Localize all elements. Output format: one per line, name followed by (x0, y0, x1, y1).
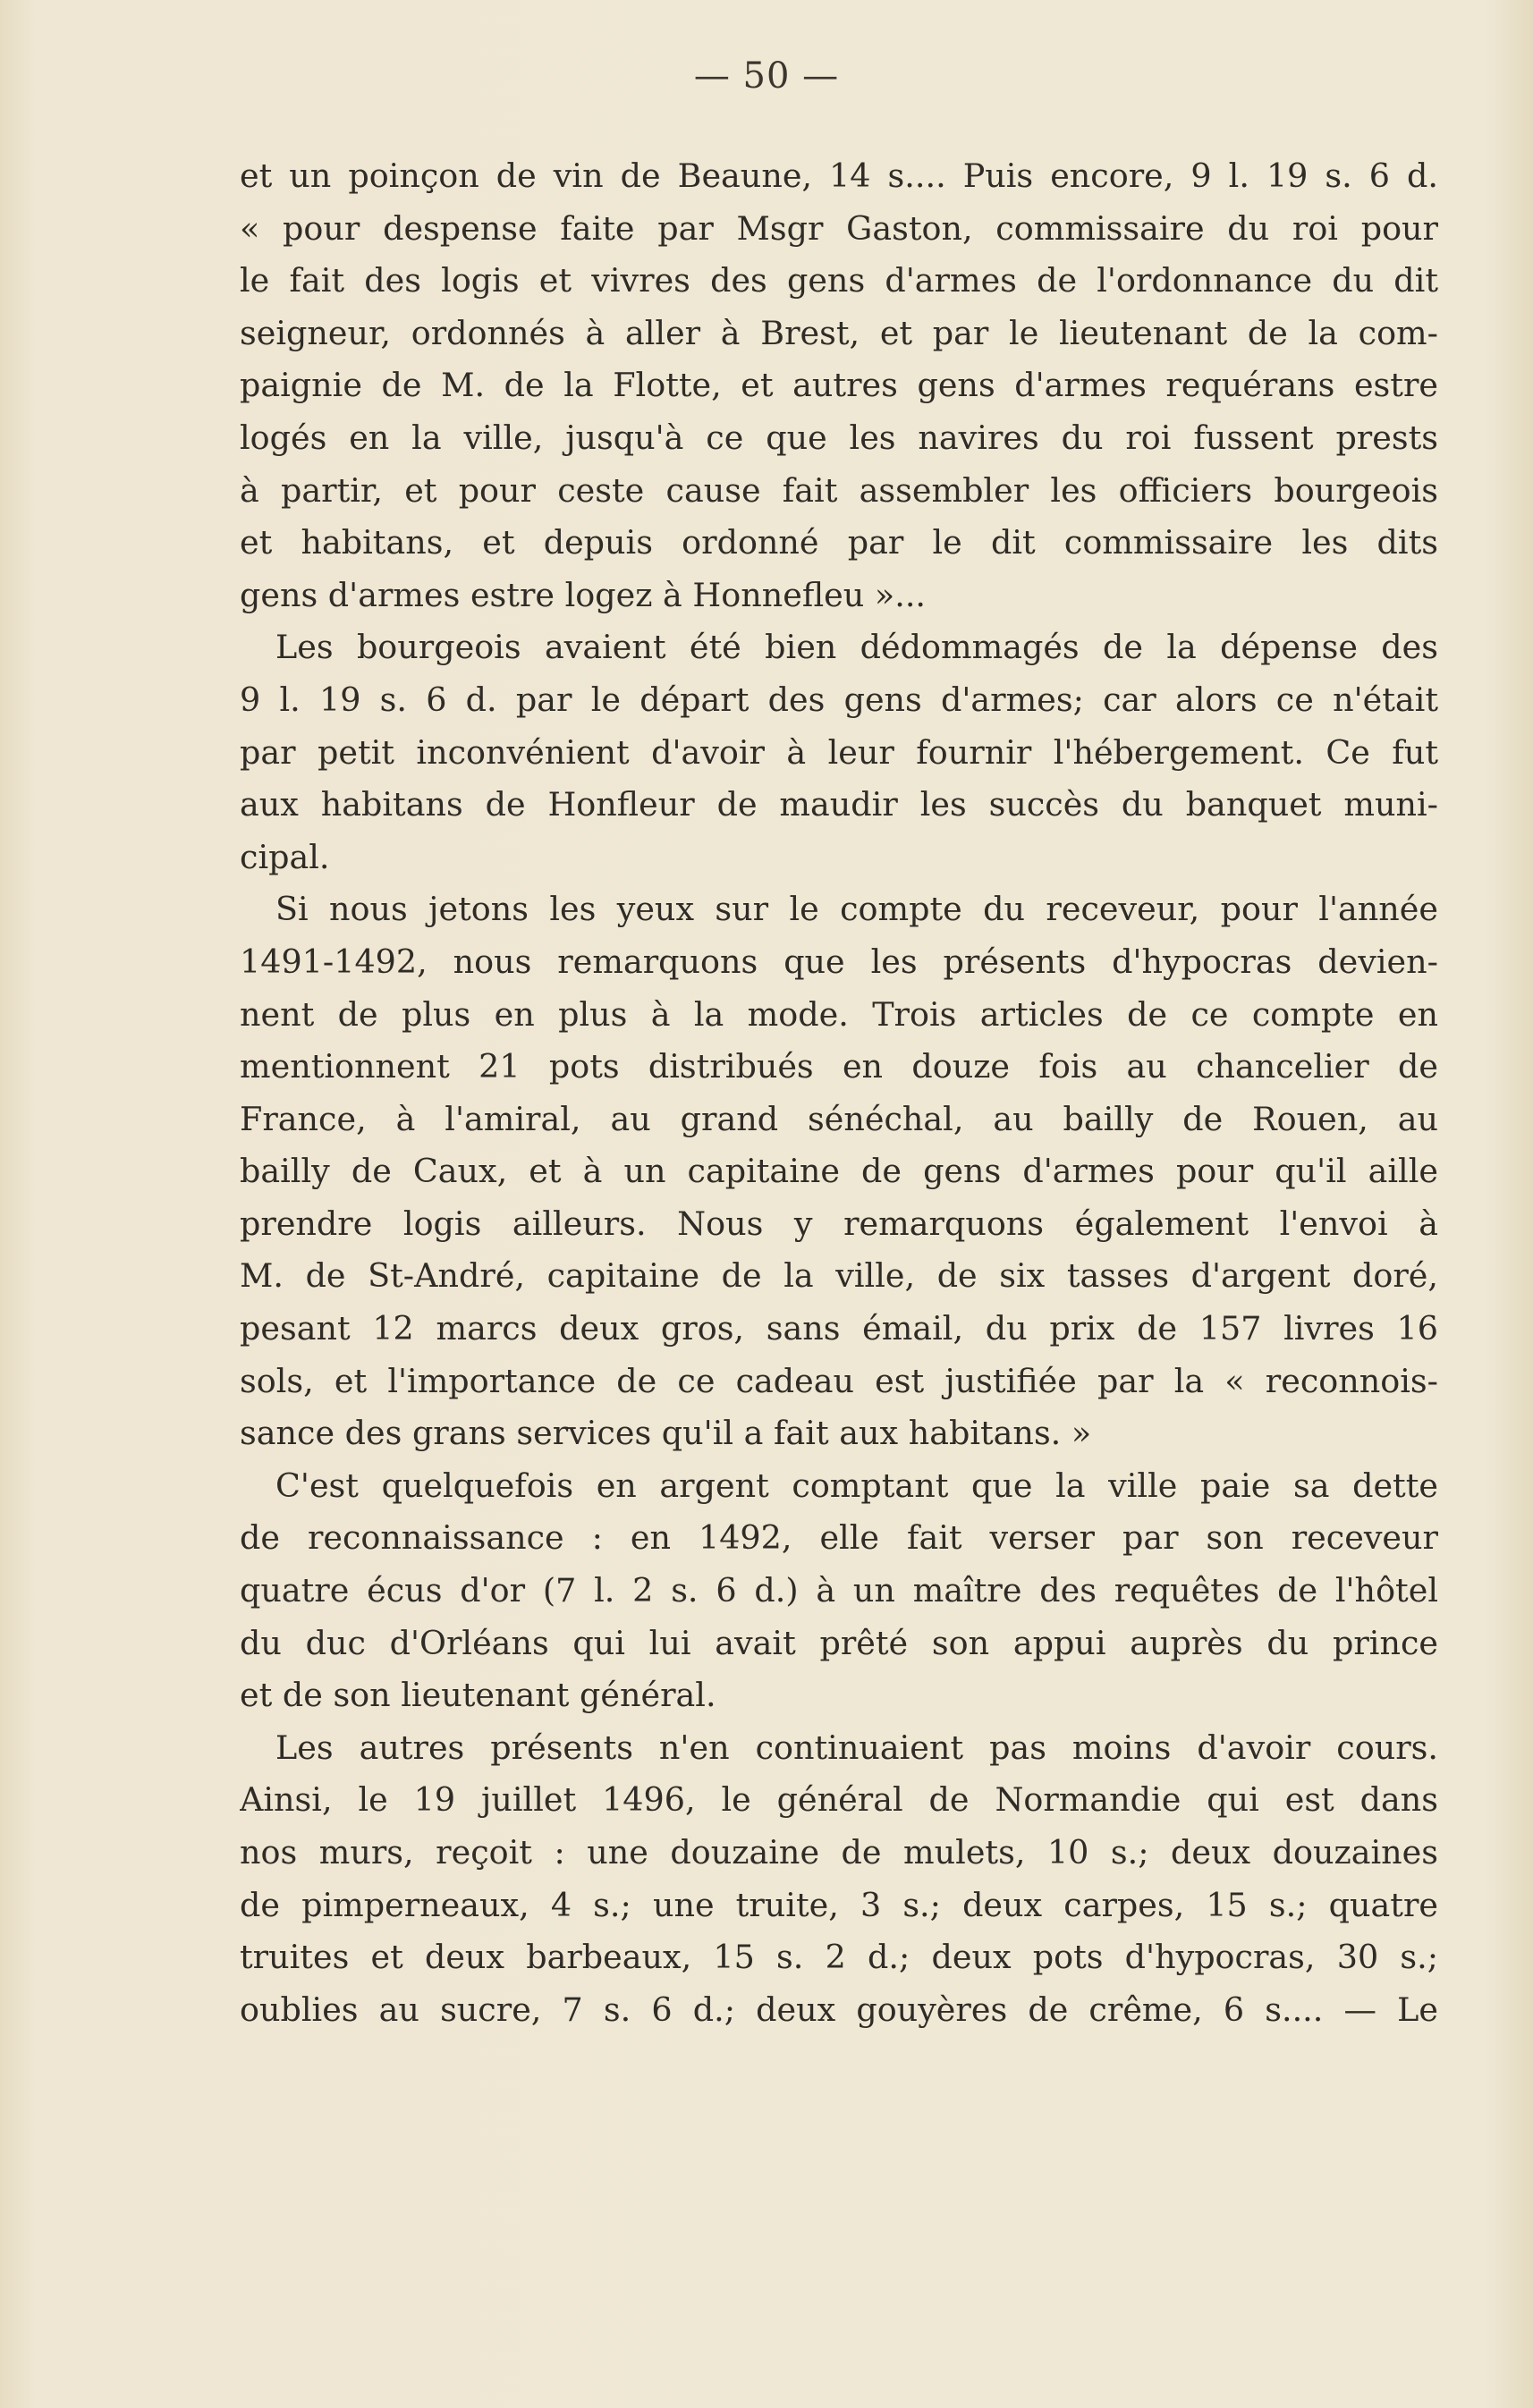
text-line: de pimperneaux, 4 s.; une truite, 3 s.; deux carpes, 15 s.; quatre (240, 1885, 1438, 1924)
text-line: et un poinçon de vin de Beaune, 14 s.... Puis encore, 9 l. 19 s. 6 d. (240, 156, 1438, 195)
text-line: et de son lieutenant général. (240, 1676, 716, 1715)
text-line: pesant 12 marcs deux gros, sans émail, du prix de 157 livres 16 (240, 1309, 1438, 1348)
text-line: M. de St-André, capitaine de la ville, de six tasses d'argent doré, (240, 1256, 1438, 1296)
text-line: de reconnaissance : en 1492, elle fait verser par son receveur (240, 1518, 1438, 1558)
text-line: C'est quelquefois en argent comptant que la ville paie sa dette (275, 1466, 1438, 1505)
page-number: — 50 — (693, 55, 840, 97)
text-line: seigneur, ordonnés à aller à Brest, et par le lieutenant de la com- (240, 313, 1438, 352)
text-line: prendre logis ailleurs. Nous y remarquons également l'envoi à (240, 1204, 1438, 1243)
text-line: le fait des logis et vivres des gens d'armes de l'ordonnance du dit (240, 261, 1438, 300)
text-line: à partir, et pour ceste cause fait assembler les officiers bourgeois (240, 470, 1438, 510)
text-line: quatre écus d'or (7 l. 2 s. 6 d.) à un maître des requêtes de l'hôtel (240, 1571, 1438, 1610)
text-line: cipal. (240, 837, 330, 876)
text-line: aux habitans de Honfleur de maudir les succès du banquet muni- (240, 785, 1438, 824)
text-line: sance des grans services qu'il a fait aux habitans. » (240, 1414, 1092, 1453)
text-line: nos murs, reçoit : une douzaine de mulets, 10 s.; deux douzaines (240, 1833, 1438, 1871)
text-line: 9 l. 19 s. 6 d. par le départ des gens d'armes; car alors ce n'était (240, 680, 1438, 719)
text-line: et habitans, et depuis ordonné par le dit commissaire les dits (240, 523, 1438, 562)
text-line: truites et deux barbeaux, 15 s. 2 d.; deux pots d'hypocras, 30 s.; (240, 1938, 1438, 1977)
text-line: Si nous jetons les yeux sur le compte du receveur, pour l'année (275, 890, 1438, 929)
text-line: nent de plus en plus à la mode. Trois articles de ce compte en (240, 994, 1438, 1034)
text-line: Les bourgeois avaient été bien dédommagés de la dépense des (275, 628, 1438, 667)
text-line: logés en la ville, jusqu'à ce que les navires du roi fussent prests (240, 418, 1438, 457)
text-line: Les autres présents n'en continuaient pas moins d'avoir cours. (275, 1728, 1438, 1767)
text-line: bailly de Caux, et à un capitaine de gens d'armes pour qu'il aille (240, 1152, 1438, 1191)
text-line: Ainsi, le 19 juillet 1496, le général de Normandie qui est dans (240, 1780, 1438, 1820)
text-line: par petit inconvénient d'avoir à leur fournir l'hébergement. Ce fut (240, 732, 1438, 772)
text-line: 1491-1492, nous remarquons que les présents d'hypocras devien- (240, 942, 1438, 981)
text-line: France, à l'amiral, au grand sénéchal, au bailly de Rouen, au (240, 1099, 1438, 1138)
text-line: « pour despense faite par Msgr Gaston, commissaire du roi pour (240, 208, 1438, 248)
text-line: oublies au sucre, 7 s. 6 d.; deux gouyères de crême, 6 s.... — Le (240, 1990, 1438, 2029)
text-line: mentionnent 21 pots distribués en douze fois au chancelier de (240, 1047, 1438, 1086)
text-line: paignie de M. de la Flotte, et autres gens d'armes requérans estre (240, 366, 1438, 405)
text-line: du duc d'Orléans qui lui avait prêté son appui auprès du prince (240, 1623, 1438, 1662)
text-line: sols, et l'importance de ce cadeau est justifiée par la « reconnois- (240, 1361, 1438, 1400)
text-line: gens d'armes estre logez à Honnefleu »... (240, 575, 927, 614)
body-text (240, 150, 1438, 2036)
